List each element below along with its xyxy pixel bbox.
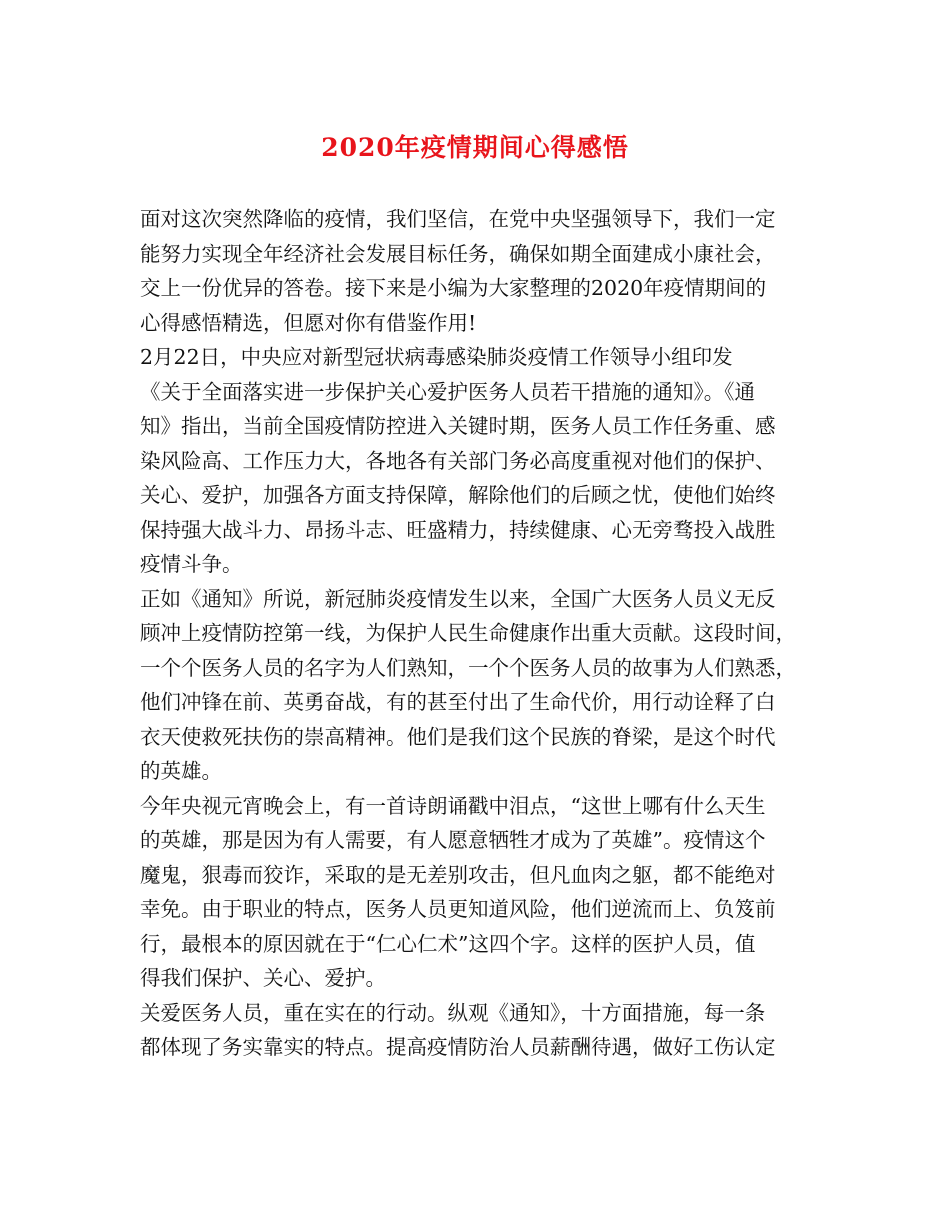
text-line: 交上一份优异的答卷。接下来是小编为大家整理的2020年疫情期间的: [140, 276, 767, 300]
text-line: 《关于全面落实进一步保护关心爱护医务人员若干措施的通知》。《通: [140, 379, 755, 404]
text-line: 心得感悟精选，但愿对你有借鉴作用!: [140, 310, 477, 335]
text-line: 他们冲锋在前、英勇奋战，有的甚至付出了生命代价，用行动诠释了白: [140, 690, 776, 714]
text-line: 关心、爱护，加强各方面支持保障，解除他们的后顾之忧，使他们始终: [140, 483, 776, 507]
text-line: 行，最根本的原因就在于“仁心仁术”这四个字。这样的医护人员，值: [140, 931, 756, 956]
text-line: 的英雄。: [140, 759, 222, 783]
text-line: 一个个医务人员的名字为人们熟知，一个个医务人员的故事为人们熟悉，: [140, 655, 796, 680]
text-line: 魔鬼，狠毒而狡诈，采取的是无差别攻击，但凡血肉之躯，都不能绝对: [140, 862, 776, 887]
document-body: [140, 202, 820, 1065]
text-line: 正如《通知》所说，新冠肺炎疫情发生以来，全国广大医务人员义无反: [140, 586, 776, 611]
text-line: 衣天使救死扶伤的崇高精神。他们是我们这个民族的脊梁，是这个时代: [140, 724, 776, 749]
document-title: 2020年疫情期间心得感悟: [321, 133, 629, 162]
text-line: 都体现了务实靠实的特点。提高疫情防治人员薪酬待遇，做好工伤认定: [140, 1035, 776, 1059]
text-line: 染风险高、工作压力大，各地各有关部门务必高度重视对他们的保护、: [140, 448, 776, 473]
text-line: 面对这次突然降临的疫情，我们坚信，在党中央坚强领导下，我们一定: [140, 207, 776, 231]
text-line: 2月22日，中央应对新型冠状病毒感染肺炎疫情工作领导小组印发: [140, 345, 733, 369]
text-line: 顾冲上疫情防控第一线，为保护人民生命健康作出重大贡献。这段时间，: [140, 621, 796, 645]
text-line: 疫情斗争。: [140, 552, 243, 576]
text-line: 关爱医务人员，重在实在的行动。纵观《通知》，十方面措施，每一条: [140, 1000, 766, 1025]
text-line: 知》指出，当前全国疫情防控进入关键时期，医务人员工作任务重、感: [140, 414, 776, 438]
text-line: 得我们保护、关心、爱护。: [140, 966, 386, 990]
text-line: 今年央视元宵晚会上，有一首诗朗诵戳中泪点，“这世上哪有什么天生: [140, 793, 766, 818]
text-line: 的英雄，那是因为有人需要，有人愿意牺牲才成为了英雄”。疫情这个: [140, 828, 766, 852]
text-line: 能努力实现全年经济社会发展目标任务，确保如期全面建成小康社会，: [140, 241, 776, 266]
text-line: 幸免。由于职业的特点，医务人员更知道风险，他们逆流而上、负笈前: [140, 897, 776, 921]
text-line: 保持强大战斗力、昂扬斗志、旺盛精力，持续健康、心无旁骛投入战胜: [140, 517, 776, 542]
